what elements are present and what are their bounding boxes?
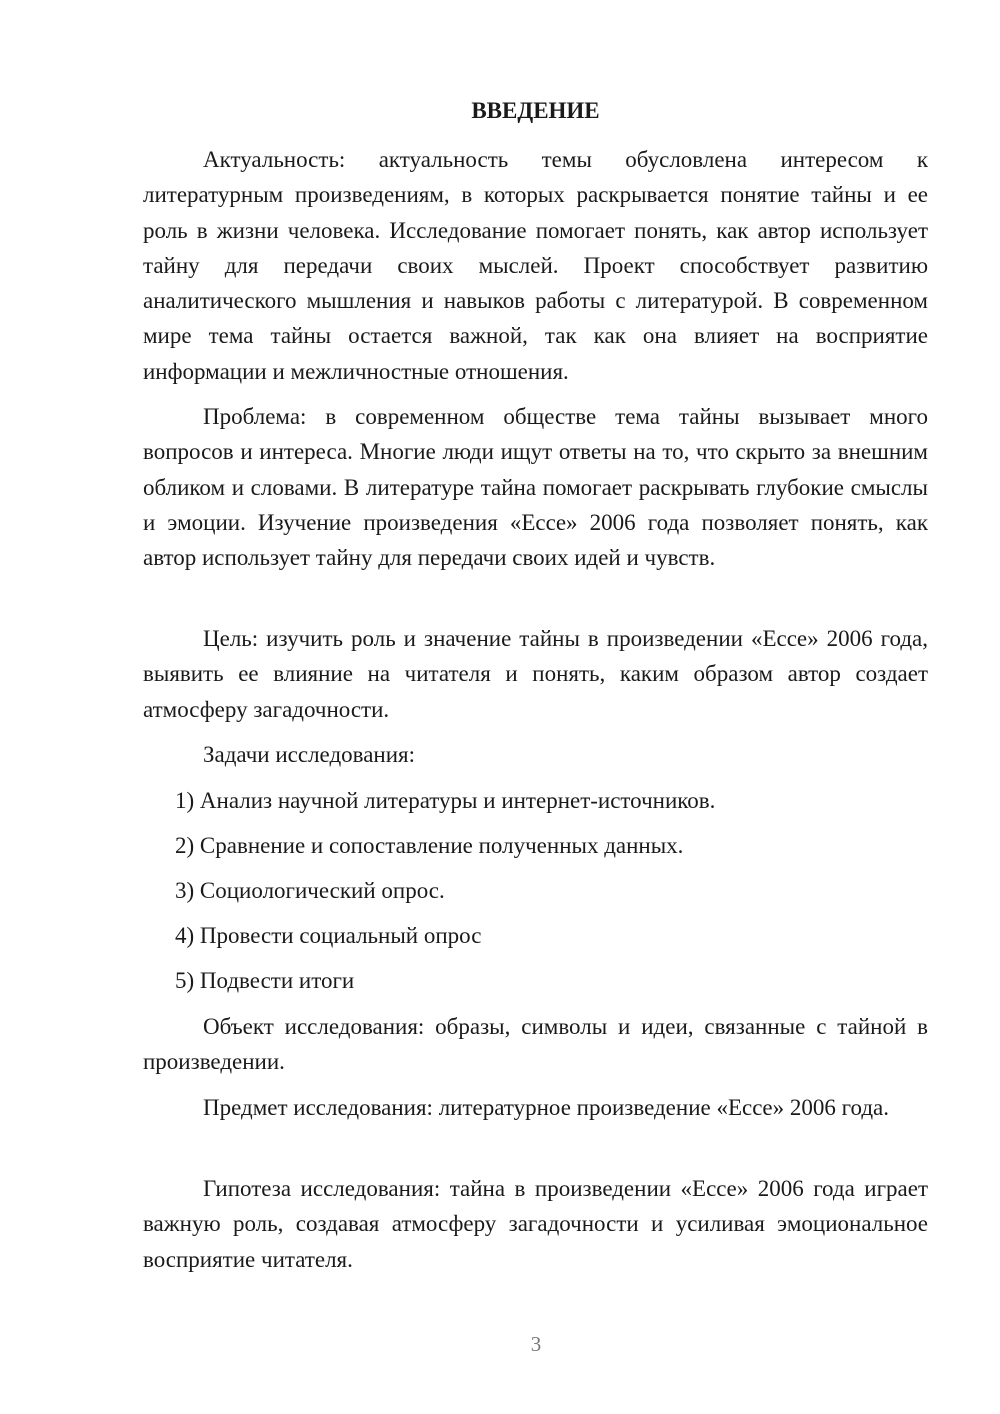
- list-item-task-4: 4) Провести социальный опрос: [175, 923, 482, 948]
- section-heading: ВВЕДЕНИЕ: [471, 98, 600, 123]
- page-number: 3: [530, 1332, 542, 1356]
- list-item-task-5: 5) Подвести итоги: [175, 968, 355, 993]
- tasks-title: Задачи исследования:: [203, 742, 416, 767]
- paragraph-goal: Цель: изучить роль и значение тайны в произведении «Ecce» 2006 года, выявить ее влияние на читателя и понять, каким образом автор создает атмосферу загадочности.: [143, 626, 928, 722]
- list-item-task-1: 1) Анализ научной литературы и интернет-источников.: [175, 788, 716, 813]
- paragraph-hypothesis: Гипотеза исследования: тайна в произведении «Ecce» 2006 года играет важную роль, создавая атмосферу загадочности и усиливая эмоциональное восприятие читателя.: [143, 1176, 928, 1272]
- paragraph-object: Объект исследования: образы, символы и идеи, связанные с тайной в произведении.: [143, 1014, 928, 1075]
- paragraph-subject: Предмет исследования: литературное произведение «Ecce» 2006 года.: [203, 1095, 890, 1120]
- paragraph-problem: Проблема: в современном обществе тема тайны вызывает много вопросов и интереса. Многие люди ищут ответы на то, что скрыто за внешним обликом и словами. В литературе тайна помогает раскрывать глубокие смыслы и эмоции. Изучение произведения «Ecce» 2006 года позволяет понять, как автор использует тайну для передачи своих идей и чувств.: [143, 404, 928, 571]
- list-item-task-2: 2) Сравнение и сопоставление полученных данных.: [175, 833, 684, 858]
- list-item-task-3: 3) Социологический опрос.: [175, 878, 445, 903]
- paragraph-relevance: Актуальность: актуальность темы обусловлена интересом к литературным произведениям, в которых раскрывается понятие тайны и ее роль в жизни человека. Исследование помогает понять, как автор использует тайну для передачи своих мыслей. Проект способствует развитию аналитического мышления и навыков работы с литературой. В современном мире тема тайны остается важной, так как она влияет на восприятие информации и межличностные отношения.: [143, 147, 928, 384]
